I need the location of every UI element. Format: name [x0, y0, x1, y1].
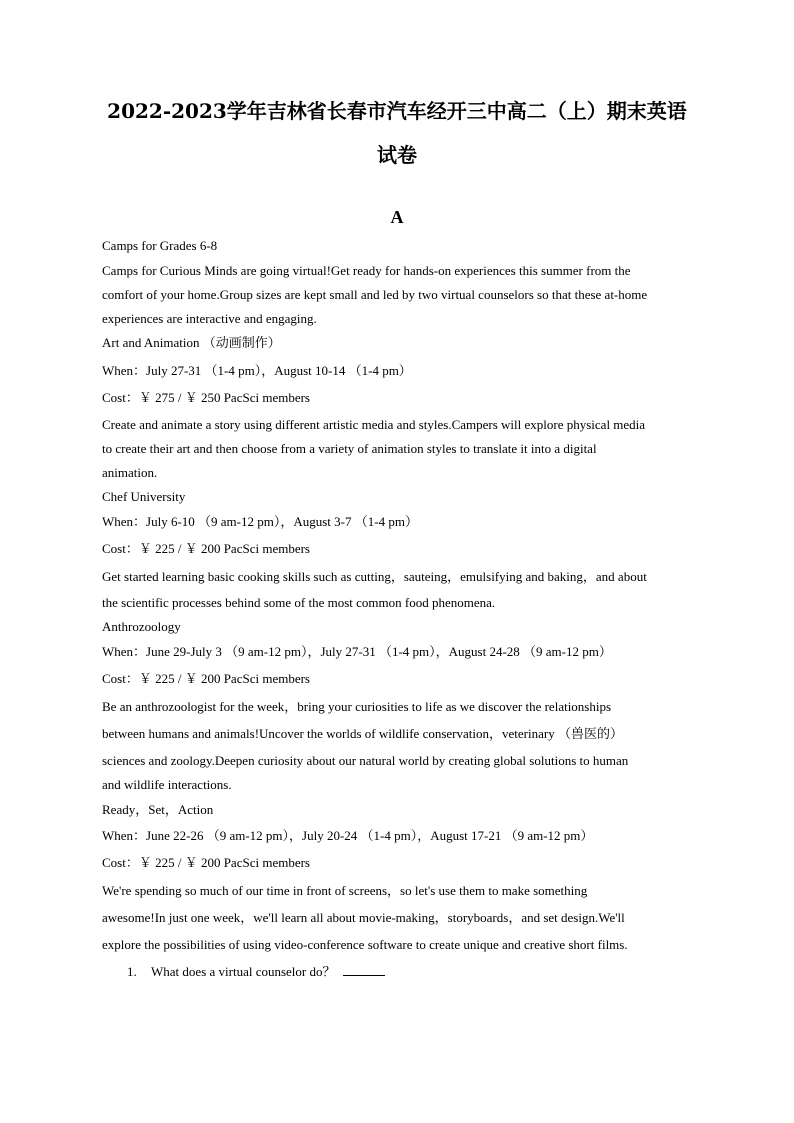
camp-cost: Cost：￥ 225 / ￥ 200 PacSci members	[102, 671, 310, 686]
camp-when: When：July 27-31 （1-4 pm），August 10-14 （1-4 pm）	[102, 363, 412, 378]
camp-when: When：July 6-10 （9 am-12 pm），August 3-7 （1-4 pm）	[102, 514, 418, 529]
question-text: What does a virtual counselor do？	[151, 964, 336, 979]
camp-cost: Cost：￥ 275 / ￥ 250 PacSci members	[102, 390, 310, 405]
camp-desc-line: animation.	[102, 465, 158, 480]
camp-cost: Cost：￥ 225 / ￥ 200 PacSci members	[102, 855, 310, 870]
camp-desc-line: the scientific processes behind some of the most common food phenomena.	[102, 595, 496, 610]
camp-desc-line: and wildlife interactions.	[102, 777, 232, 792]
intro-line: experiences are interactive and engaging.	[102, 311, 317, 326]
document-title-line2: 试卷	[377, 143, 417, 167]
camp-name: Ready，Set，Action	[102, 802, 214, 817]
camp-desc-line: awesome!In just one week，we'll learn all about movie-making，storyboards，and set design.We'll	[102, 910, 625, 925]
camp-when: When：June 22-26 （9 am-12 pm），July 20-24 （1-4 pm），August 17-21 （9 am-12 pm）	[102, 828, 594, 843]
camp-when: When：June 29-July 3 （9 am-12 pm），July 27-31 （1-4 pm），August 24-28 （9 am-12 pm）	[102, 644, 612, 659]
section-heading: A	[390, 207, 404, 227]
camp-desc-line: Get started learning basic cooking skills such as cutting，sauteing，emulsifying and baking，and about	[102, 569, 647, 584]
camp-desc-line: to create their art and then choose from a variety of animation styles to translate it into a digital	[102, 441, 597, 456]
camp-desc-line: Be an anthrozoologist for the week，bring your curiosities to life as we discover the relationships	[102, 699, 612, 714]
intro-heading: Camps for Grades 6-8	[102, 238, 218, 253]
question-1	[127, 963, 385, 979]
intro-line: comfort of your home.Group sizes are kept small and led by two virtual counselors so that these at-home	[102, 287, 648, 302]
document-title-line1: 2022-2023学年吉林省长春市汽车经开三中高二（上）期末英语	[107, 99, 687, 123]
camp-cost: Cost：￥ 225 / ￥ 200 PacSci members	[102, 541, 310, 556]
camp-name: Anthrozoology	[102, 619, 181, 634]
camp-desc-line: Create and animate a story using different artistic media and styles.Campers will explore physical media	[102, 417, 646, 432]
camp-desc-line: between humans and animals!Uncover the worlds of wildlife conservation，veterinary （兽医的）	[102, 726, 623, 741]
camp-desc-line: We're spending so much of our time in front of screens，so let's use them to make something	[102, 883, 588, 898]
camp-name: Art and Animation （动画制作）	[102, 335, 281, 350]
answer-blank[interactable]	[343, 963, 385, 976]
question-number: 1.	[127, 964, 137, 979]
camp-desc-line: explore the possibilities of using video-conference software to create unique and creative short films.	[102, 937, 628, 952]
camp-desc-line: sciences and zoology.Deepen curiosity about our natural world by creating global solutions to human	[102, 753, 629, 768]
intro-line: Camps for Curious Minds are going virtual!Get ready for hands-on experiences this summer from the	[102, 263, 631, 278]
camp-name: Chef University	[102, 489, 186, 504]
